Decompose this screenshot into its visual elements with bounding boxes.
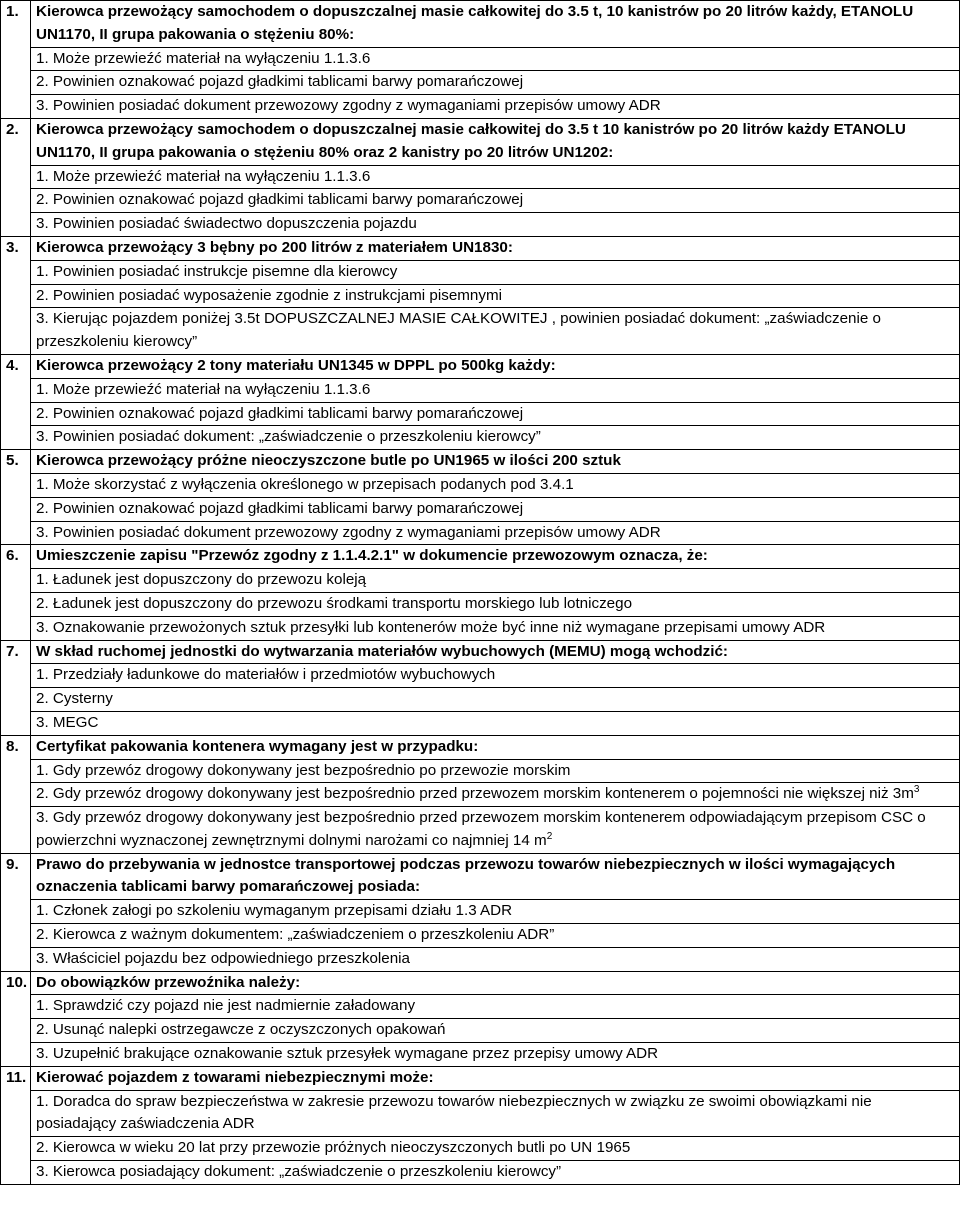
answer-text: 2. Gdy przewóz drogowy dokonywany jest bezpośrednio przed przewozem morskim kontenerem o pojemności nie większej niż 3m <box>36 785 914 803</box>
answer-cell <box>31 402 960 426</box>
answer-cell <box>31 189 960 213</box>
answer-row <box>1 95 960 119</box>
answer-text: 2. Usunąć nalepki ostrzegawcze z oczyszczonych opakowań <box>36 1021 446 1039</box>
answer-cell <box>31 783 960 807</box>
question-row <box>1 1 960 48</box>
answer-text: 3. MEGC <box>36 713 99 731</box>
answer-text: 1. Może przewieźć materiał na wyłączeniu 1.1.3.6 <box>36 49 371 67</box>
answer-row <box>1 995 960 1019</box>
answer-row <box>1 521 960 545</box>
answer-text: 2. Powinien oznakować pojazd gładkimi tablicami barwy pomarańczowej <box>36 191 524 209</box>
answer-row <box>1 473 960 497</box>
answer-text: 1. Sprawdzić czy pojazd nie jest nadmiernie załadowany <box>36 997 416 1015</box>
answer-text: 3. Powinien posiadać świadectwo dopuszczenia pojazdu <box>36 215 417 233</box>
answer-text: 3. Właściciel pojazdu bez odpowiedniego przeszkolenia <box>36 949 410 967</box>
answer-cell <box>31 47 960 71</box>
question-number: 11. <box>1 1066 31 1184</box>
question-text: Kierowca przewożący 2 tony materiału UN1345 w DPPL po 500kg każdy: <box>31 354 960 378</box>
answer-text: 2. Cysterny <box>36 690 113 708</box>
answer-cell <box>31 426 960 450</box>
answer-cell <box>31 1090 960 1137</box>
answer-cell <box>31 759 960 783</box>
question-text: Kierowca przewożący samochodem o dopuszczalnej masie całkowitej do 3.5 t 10 kanistrów po 20 litrów każdy ETANOLU UN1170, II grupa pakowania o stężeniu 80% oraz 2 kanistry po 20 litrów UN1202: <box>31 118 960 165</box>
answer-row <box>1 308 960 355</box>
answer-cell <box>31 1137 960 1161</box>
answer-text: 3. Kierowca posiadający dokument: „zaświadczenie o przeszkoleniu kierowcy” <box>36 1163 562 1181</box>
answer-text: 3. Oznakowanie przewożonych sztuk przesyłki lub kontenerów może być inne niż wymagane przepisami umowy ADR <box>36 618 826 636</box>
answer-cell <box>31 592 960 616</box>
answer-row <box>1 189 960 213</box>
answer-cell <box>31 308 960 355</box>
question-number: 1. <box>1 1 31 119</box>
answer-cell <box>31 165 960 189</box>
answer-cell <box>31 569 960 593</box>
answer-row <box>1 783 960 807</box>
question-row <box>1 1066 960 1090</box>
answer-cell <box>31 260 960 284</box>
question-text: Umieszczenie zapisu "Przewóz zgodny z 1.1.4.2.1" w dokumencie przewozowym oznacza, że: <box>31 545 960 569</box>
answer-text: 2. Powinien oznakować pojazd gładkimi tablicami barwy pomarańczowej <box>36 499 524 517</box>
answer-cell <box>31 807 960 854</box>
answer-text: 1. Powinien posiadać instrukcje pisemne dla kierowcy <box>36 262 398 280</box>
answer-row <box>1 664 960 688</box>
answer-row <box>1 47 960 71</box>
answer-row <box>1 402 960 426</box>
question-text: W skład ruchomej jednostki do wytwarzania materiałów wybuchowych (MEMU) mogą wchodzić: <box>31 640 960 664</box>
answer-cell <box>31 1019 960 1043</box>
question-row <box>1 545 960 569</box>
question-row <box>1 354 960 378</box>
question-text: Kierowca przewożący 3 bębny po 200 litrów z materiałem UN1830: <box>31 236 960 260</box>
answer-row <box>1 213 960 237</box>
answer-text: 1. Może przewieźć materiał na wyłączeniu 1.1.3.6 <box>36 380 371 398</box>
answer-cell <box>31 95 960 119</box>
answer-row <box>1 688 960 712</box>
question-row <box>1 118 960 165</box>
answer-row <box>1 426 960 450</box>
answer-text: 2. Kierowca w wieku 20 lat przy przewozie próżnych nieoczyszczonych butli po UN 1965 <box>36 1139 631 1157</box>
answer-text: 1. Gdy przewóz drogowy dokonywany jest bezpośrednio po przewozie morskim <box>36 761 571 779</box>
answer-cell <box>31 616 960 640</box>
answer-superscript: 2 <box>546 830 553 842</box>
question-row <box>1 735 960 759</box>
answer-text: 3. Powinien posiadać dokument przewozowy zgodny z wymaganiami przepisów umowy ADR <box>36 97 661 115</box>
answer-text: 3. Kierując pojazdem poniżej 3.5t DOPUSZCZALNEJ MASIE CAŁKOWITEJ , powinien posiadać dokument: „zaświadczenie o przeszkoleniu kierowcy” <box>36 310 881 351</box>
answer-row <box>1 924 960 948</box>
answer-row <box>1 569 960 593</box>
question-number: 4. <box>1 354 31 449</box>
answer-text: 2. Ładunek jest dopuszczony do przewozu środkami transportu morskiego lub lotniczego <box>36 594 633 612</box>
answer-row <box>1 1019 960 1043</box>
question-number: 3. <box>1 236 31 354</box>
question-row <box>1 971 960 995</box>
question-number: 9. <box>1 853 31 971</box>
answer-cell <box>31 521 960 545</box>
answer-cell <box>31 900 960 924</box>
question-row <box>1 236 960 260</box>
question-number: 5. <box>1 450 31 545</box>
answer-row <box>1 592 960 616</box>
answer-cell <box>31 711 960 735</box>
answer-row <box>1 378 960 402</box>
answer-row <box>1 616 960 640</box>
question-row <box>1 450 960 474</box>
answer-text: 1. Może skorzystać z wyłączenia określonego w przepisach podanych pod 3.4.1 <box>36 475 574 493</box>
question-number: 7. <box>1 640 31 735</box>
answer-cell <box>31 71 960 95</box>
answer-text: 2. Powinien oznakować pojazd gładkimi tablicami barwy pomarańczowej <box>36 404 524 422</box>
answer-cell <box>31 378 960 402</box>
question-text: Do obowiązków przewoźnika należy: <box>31 971 960 995</box>
question-number: 10. <box>1 971 31 1066</box>
answer-text: 2. Powinien oznakować pojazd gładkimi tablicami barwy pomarańczowej <box>36 73 524 91</box>
answer-text: 1. Może przewieźć materiał na wyłączeniu 1.1.3.6 <box>36 167 371 185</box>
answer-row <box>1 807 960 854</box>
answer-row <box>1 497 960 521</box>
answer-row <box>1 1137 960 1161</box>
question-text: Kierować pojazdem z towarami niebezpiecznymi może: <box>31 1066 960 1090</box>
answer-cell <box>31 947 960 971</box>
answer-row <box>1 284 960 308</box>
answer-cell <box>31 924 960 948</box>
answer-row <box>1 1043 960 1067</box>
question-text: Kierowca przewożący próżne nieoczyszczone butle po UN1965 w ilości 200 sztuk <box>31 450 960 474</box>
questions-table-body <box>1 1 960 1185</box>
question-number: 2. <box>1 118 31 236</box>
answer-row <box>1 71 960 95</box>
question-text: Certyfikat pakowania kontenera wymagany jest w przypadku: <box>31 735 960 759</box>
answer-text: 1. Ładunek jest dopuszczony do przewozu koleją <box>36 571 367 589</box>
answer-text: 3. Gdy przewóz drogowy dokonywany jest bezpośrednio przed przewozem morskim kontenerem odpowiadającym przepisom CSC o powierzchni wyznaczonej zewnętrznymi dolnymi narożami co najmniej 14 m <box>36 809 926 849</box>
answer-text: 3. Uzupełnić brakujące oznakowanie sztuk przesyłek wymagane przez przepisy umowy ADR <box>36 1045 659 1063</box>
answer-text: 2. Kierowca z ważnym dokumentem: „zaświadczeniem o przeszkoleniu ADR” <box>36 926 555 944</box>
answer-text: 1. Członek załogi po szkoleniu wymaganym przepisami działu 1.3 ADR <box>36 902 513 920</box>
answer-row <box>1 1161 960 1185</box>
answer-cell <box>31 284 960 308</box>
answer-row <box>1 759 960 783</box>
answer-text: 1. Doradca do spraw bezpieczeństwa w zakresie przewozu towarów niebezpiecznych w związku ze swoimi obowiązkami nie posiadający zaświadczenia ADR <box>36 1092 872 1133</box>
answer-cell <box>31 688 960 712</box>
answer-cell <box>31 664 960 688</box>
answer-row <box>1 165 960 189</box>
question-text: Kierowca przewożący samochodem o dopuszczalnej masie całkowitej do 3.5 t, 10 kanistrów po 20 litrów każdy, ETANOLU UN1170, II grupa pakowania o stężeniu 80%: <box>31 1 960 48</box>
answer-text: 3. Powinien posiadać dokument przewozowy zgodny z wymaganiami przepisów umowy ADR <box>36 523 661 541</box>
answer-superscript: 3 <box>913 784 920 796</box>
question-row <box>1 640 960 664</box>
answer-text: 3. Powinien posiadać dokument: „zaświadczenie o przeszkoleniu kierowcy” <box>36 428 541 446</box>
answer-text: 2. Powinien posiadać wyposażenie zgodnie z instrukcjami pisemnymi <box>36 286 502 304</box>
answer-row <box>1 711 960 735</box>
question-number: 6. <box>1 545 31 640</box>
question-text: Prawo do przebywania w jednostce transportowej podczas przewozu towarów niebezpiecznych w ilości wymagających oznaczenia tablicami barwy pomarańczowej posiada: <box>31 853 960 900</box>
question-row <box>1 853 960 900</box>
answer-cell <box>31 213 960 237</box>
answer-cell <box>31 1043 960 1067</box>
answer-cell <box>31 473 960 497</box>
answer-cell <box>31 1161 960 1185</box>
answer-cell <box>31 497 960 521</box>
answer-text: 1. Przedziały ładunkowe do materiałów i przedmiotów wybuchowych <box>36 666 496 684</box>
answer-row <box>1 260 960 284</box>
answer-cell <box>31 995 960 1019</box>
answer-row <box>1 900 960 924</box>
answer-row <box>1 947 960 971</box>
question-number: 8. <box>1 735 31 853</box>
answer-row <box>1 1090 960 1137</box>
